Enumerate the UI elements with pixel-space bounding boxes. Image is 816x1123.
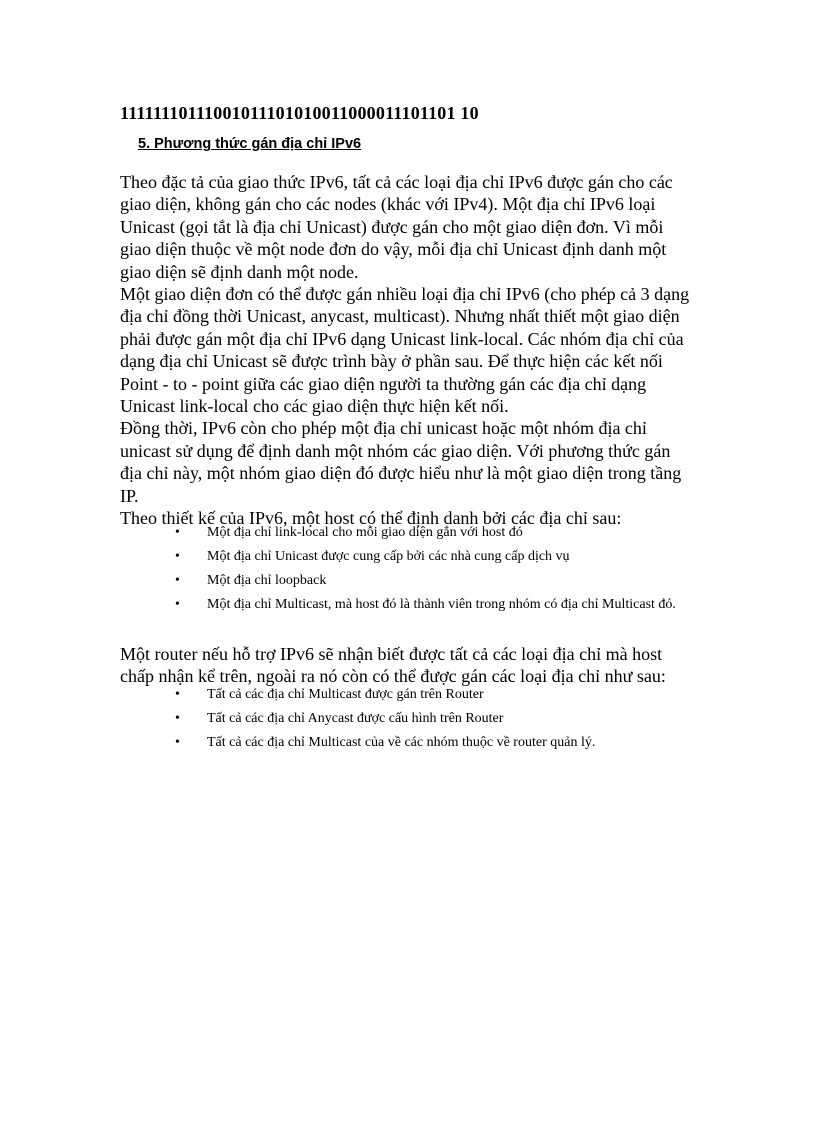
list-item [175, 596, 693, 613]
list-item-text: Một địa chỉ loopback [207, 573, 327, 588]
section-title: 5. Phương thức gán địa chỉ IPv6 [138, 136, 362, 152]
router-address-list [175, 686, 693, 758]
list-item [175, 572, 693, 589]
paragraph: Một giao diện đơn có thể được gán nhiều loại địa chỉ IPv6 (cho phép cả 3 dạng địa chỉ đồng thời Unicast, anycast, multicast). Nhưng nhất thiết một giao diện phải được gán một địa chỉ IPv6 dạng Unicast link-local. Các nhóm địa chỉ của dạng địa chỉ Unicast sẽ được trình bày ở phần sau. Để thực hiện các kết nối Point - to - point giữa các giao diện người ta thường gán các địa chỉ dạng Unicast link-local cho các giao diện thực hiện kết nối. [120, 284, 690, 417]
paragraph: Theo đặc tả của giao thức IPv6, tất cả các loại địa chỉ IPv6 được gán cho các giao diện, không gán cho các nodes (khác với IPv4). Một địa chỉ IPv6 loại Unicast (gọi tắt là địa chỉ Unicast) được gán cho một giao diện đơn. Vì mỗi giao diện thuộc về một node đơn do vậy, mỗi địa chỉ Unicast định danh một giao diện sẽ định danh một node. [120, 172, 673, 282]
list-item [175, 686, 693, 703]
list-item [175, 524, 693, 541]
bullet-icon: • [175, 525, 180, 540]
list-item-text: Một địa chỉ Multicast, mà host đó là thành viên trong nhóm có địa chỉ Multicast đó. [207, 597, 676, 612]
list-item-text: Một địa chỉ link-local cho mỗi giao diện gắn với host đó [207, 525, 523, 540]
paragraph: Đồng thời, IPv6 còn cho phép một địa chỉ unicast hoặc một nhóm địa chỉ unicast sử dụng để định danh một nhóm các giao diện. Với phương thức gán địa chỉ này, một nhóm giao diện đó được hiểu như là một giao diện trong tầng IP. [120, 418, 682, 506]
bullet-icon: • [175, 735, 180, 750]
intro-text [120, 171, 695, 530]
list-item-text: Tất cả các địa chỉ Multicast của về các nhóm thuộc về router quản lý. [207, 735, 596, 750]
host-address-list [175, 524, 693, 620]
bullet-icon: • [175, 597, 180, 612]
list-item [175, 710, 693, 727]
bullet-icon: • [175, 549, 180, 564]
list-item-text: Tất cả các địa chỉ Multicast được gán trên Router [207, 687, 484, 702]
router-text [120, 643, 695, 688]
binary-string: 11111110111001011101010011000011101101 10 [120, 103, 479, 123]
list-item [175, 548, 693, 565]
bullet-icon: • [175, 687, 180, 702]
bullet-icon: • [175, 573, 180, 588]
list-item [175, 734, 693, 751]
bullet-icon: • [175, 711, 180, 726]
list-item-text: Một địa chỉ Unicast được cung cấp bởi các nhà cung cấp dịch vụ [207, 549, 570, 564]
list-item-text: Tất cả các địa chỉ Anycast được cấu hình trên Router [207, 711, 504, 726]
paragraph: Theo thiết kế của IPv6, một host có thể định danh bởi các địa chỉ sau: [120, 508, 622, 529]
paragraph: Một router nếu hỗ trợ IPv6 sẽ nhận biết được tất cả các loại địa chỉ mà host chấp nhận kể trên, ngoài ra nó còn có thể được gán các loại địa chỉ như sau: [120, 644, 666, 687]
